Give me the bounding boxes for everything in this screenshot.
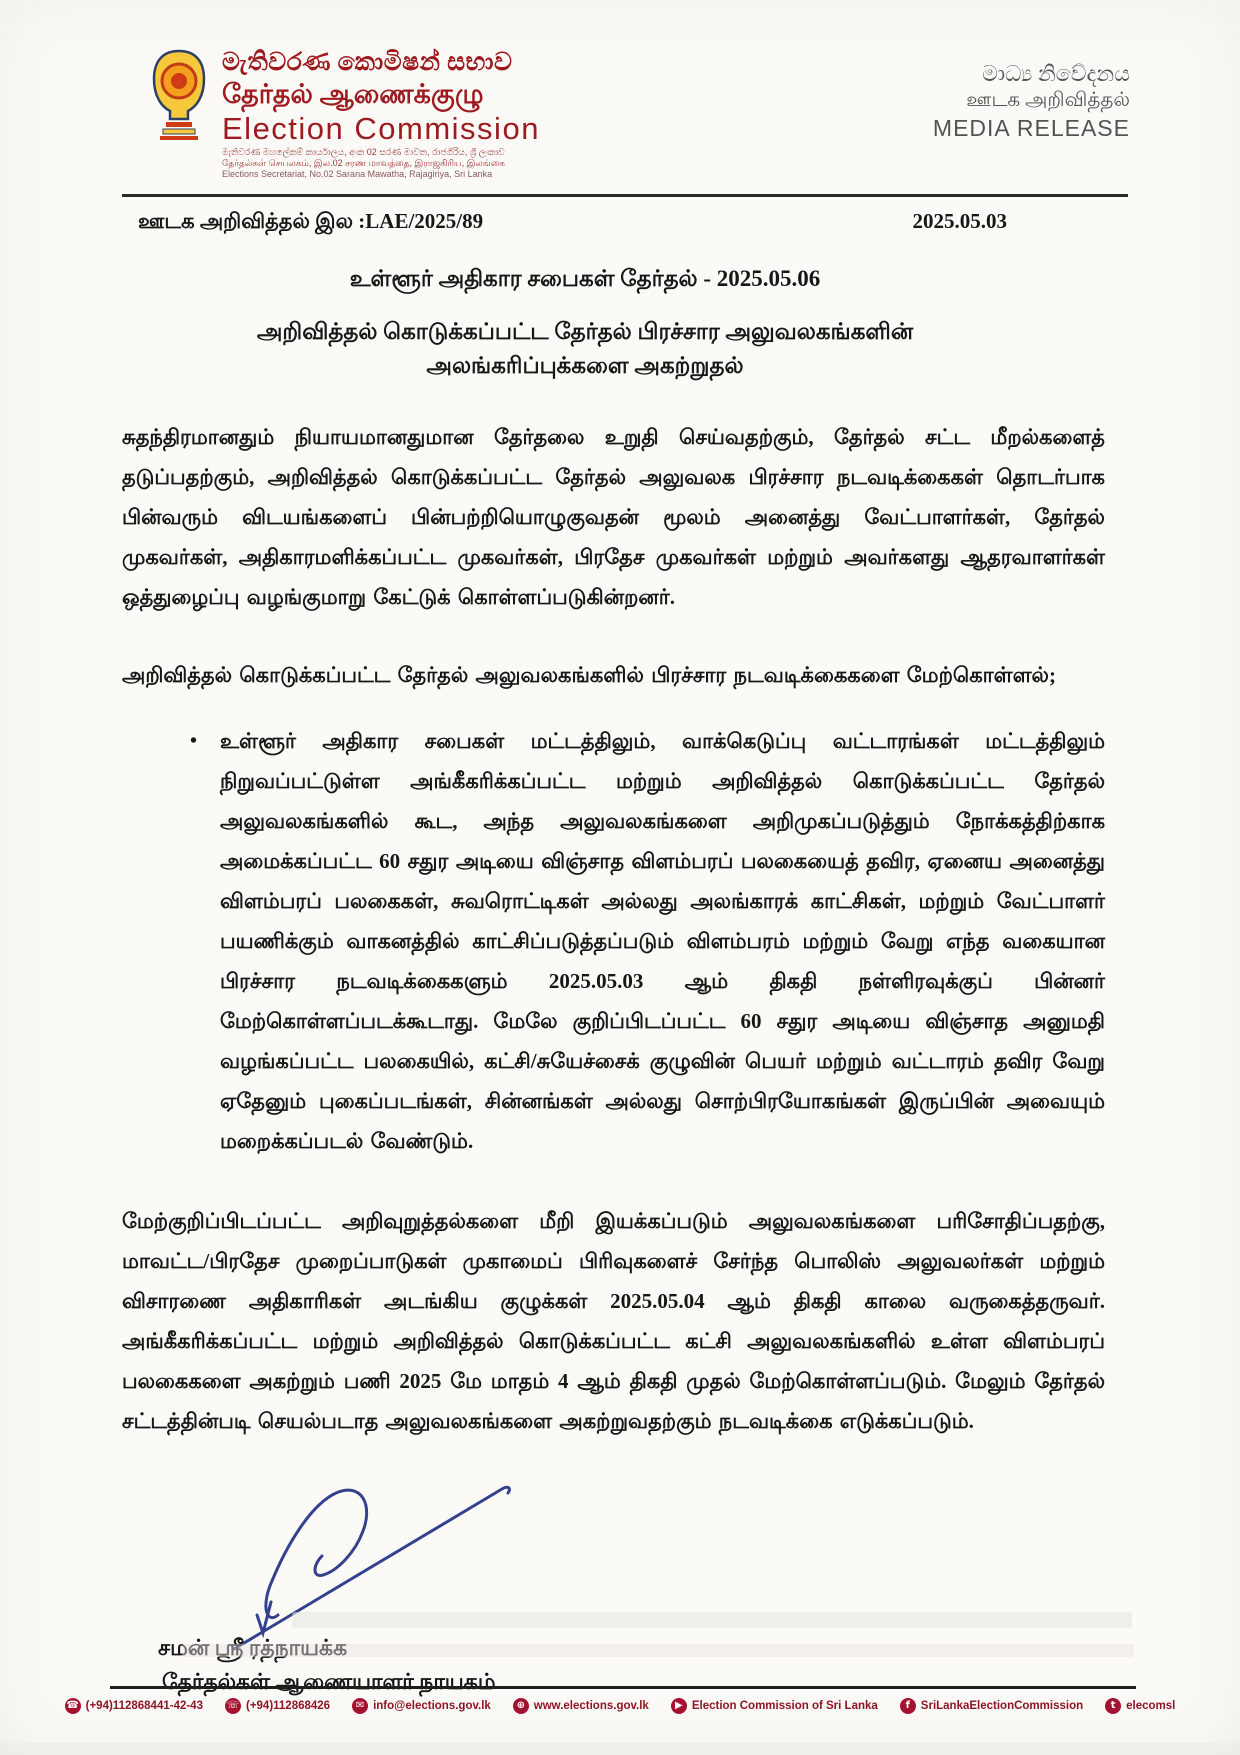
- title-subject-line1: அறிவித்தல் கொடுக்கப்பட்ட தேர்தல் பிரச்சார அலுவலகங்களின்: [256, 319, 914, 344]
- reference-row: [138, 209, 1007, 236]
- org-name-sinhala: මැතිවරණ කොමිෂන් සභාව: [222, 49, 513, 76]
- reference-number: ஊடக அறிவித்தல் இல :LAE/2025/89: [138, 209, 484, 233]
- contact-email: [352, 1698, 491, 1714]
- footer-contacts: [0, 1698, 1240, 1714]
- contact-phone: [65, 1698, 203, 1714]
- handwritten-signature: [216, 1457, 546, 1662]
- election-commission-logo: [148, 48, 210, 142]
- email-icon: ✉: [352, 1698, 368, 1714]
- contact-facebook-text: SriLankaElectionCommission: [920, 1700, 1084, 1712]
- org-name-tamil: தேர்தல் ஆணைக்குழு: [222, 79, 484, 109]
- title-election: உள்ளூர் அதிகார சபைகள் தேர்தல் - 2025.05.06: [349, 266, 821, 291]
- twitter-icon: t: [1105, 1698, 1121, 1714]
- document-footer: [0, 1686, 1240, 1714]
- contact-facebook: [900, 1698, 1083, 1714]
- contact-website-text: www.elections.gov.lk: [533, 1700, 649, 1712]
- document-header: [0, 0, 1240, 180]
- contact-fax-text: (+94)112868426: [245, 1700, 331, 1712]
- header-divider: [122, 194, 1128, 197]
- commission-titles: [222, 48, 540, 180]
- document-title: [25, 266, 1145, 383]
- contact-youtube: [671, 1698, 878, 1714]
- commission-brand: [148, 48, 540, 180]
- youtube-icon: ▶: [671, 1698, 687, 1714]
- paragraph-intro: சுதந்திரமானதும் நியாயமானதுமான தேர்தலை உறுதி செய்வதற்கும், தேர்தல் சட்ட மீறல்களைத் தடுப்பதற்கும், அறிவித்தல் கொடுக்கப்பட்ட தேர்தல் அலுவலக பிரச்சார நடவடிக்கைகள் தொடர்பாக பின்வரும் விடயங்களைப் பின்பற்றியொழுகுவதன் மூலம் அனைத்து வேட்பாளர்கள், தேர்தல் முகவர்கள், அதிகாரமளிக்கப்பட்ட முகவர்கள், பிரதேச முகவர்கள் மற்றும் அவர்களது ஆதரவாளர்கள் ஒத்துழைப்பு வழங்குமாறு கேட்டுக் கொள்ளப்படுகின்றனர்.: [122, 425, 1105, 609]
- media-release-sinhala: මාධ්‍ය නිවේදනය: [982, 61, 1130, 86]
- media-release-english: MEDIA RELEASE: [932, 115, 1130, 141]
- contact-email-text: info@elections.gov.lk: [373, 1700, 491, 1712]
- facebook-icon: f: [900, 1698, 916, 1714]
- release-date: 2025.05.03: [912, 209, 1007, 233]
- media-release-tamil: ஊடக அறிவித்தல்: [966, 89, 1130, 111]
- globe-icon: ⊕: [513, 1698, 529, 1714]
- paragraph-enforcement: மேற்குறிப்பிடப்பட்ட அறிவுறுத்தல்களை மீறி இயக்கப்படும் அலுவலகங்களை பரிசோதிப்பதற்கு, மாவட்ட/பிரதேச முறைப்பாடுகள் முகாமைப் பிரிவுகளைச் சேர்ந்த பொலிஸ் அலுவலர்கள் மற்றும் விசாரணை அதிகாரிகள் அடங்கிய குழுக்கள் 2025.05.04 ஆம் திகதி காலை வருகைத்தருவர். அங்கீகரிக்கப்பட்ட மற்றும் அறிவித்தல் கொடுக்கப்பட்ட கட்சி அலுவலகங்களில் உள்ள விளம்பரப் பலகைகளை அகற்றும் பணி 2025 மே மாதம் 4 ஆம் திகதி முதல் மேற்கொள்ளப்படும். மேலும் தேர்தல் சட்டத்தின்படி செயல்படாத அலுவலகங்களை அகற்றுவதற்கும் நடவடிக்கை எடுக்கப்படும்.: [122, 1209, 1105, 1433]
- scan-artifact: [182, 1644, 1134, 1657]
- address-english: Elections Secretariat, No.02 Sarana Mawatha, Rajagiriya, Sri Lanka: [222, 169, 493, 179]
- media-release-block: [933, 48, 1130, 180]
- bullet-text: உள்ளூர் அதிகார சபைகள் மட்டத்திலும், வாக்கெடுப்பு வட்டாரங்கள் மட்டத்திலும் நிறுவப்பட்டுள்ள அங்கீகரிக்கப்பட்ட மற்றும் அறிவித்தல் கொடுக்கப்பட்ட தேர்தல் அலுவலகங்களில் கூட, அந்த அலுவலகங்களை அறிமுகப்படுத்தும் நோக்கத்திற்காக அமைக்கப்பட்ட 60 சதுர அடியை விஞ்சாத விளம்பரப் பலகையைத் தவிர, ஏனைய அனைத்து விளம்பரப் பலகைகள், சுவரொட்டிகள் அல்லது அலங்காரக் காட்சிகள், மற்றும் வேட்பாளர் பயணிக்கும் வாகனத்தில் காட்சிப்படுத்தப்படும் விளம்பரம் மற்றும் வேறு எந்த வகையான பிரச்சார நடவடிக்கைகளும் 2025.05.03 ஆம் திகதி நள்ளிரவுக்குப் பின்னர் மேற்கொள்ளப்படக்கூடாது. மேலே குறிப்பிடப்பட்ட 60 சதுர அடியை விஞ்சாத அனுமதி வழங்கப்பட்ட பலகையில், கட்சி/சுயேச்சைக் குழுவின் பெயர் மற்றும் வட்டாரம் தவிர வேறு ஏதேனும் புகைப்படங்கள், சின்னங்கள் அல்லது சொற்பிரயோகங்கள் இருப்பின் அவையும் மறைக்கப்படல் வேண்டும்.: [220, 729, 1105, 1153]
- contact-website: [513, 1698, 649, 1714]
- contact-fax: [225, 1698, 330, 1714]
- fax-icon: ☏: [225, 1698, 241, 1714]
- bullet-icon: •: [190, 730, 198, 752]
- contact-twitter-text: elecomsl: [1126, 1700, 1176, 1712]
- bullet-item: [190, 721, 1105, 1161]
- contact-youtube-text: Election Commission of Sri Lanka: [691, 1700, 878, 1712]
- signature-block: [158, 1455, 1240, 1710]
- address-tamil: தேர்தல்கள் செயலகம், இல.02 சரண மாவத்தை, இராஜகிரிய, இலங்கை: [222, 158, 506, 168]
- footer-divider: [110, 1686, 1136, 1689]
- phone-icon: ☎: [65, 1698, 81, 1714]
- title-subject-line2: அலங்கரிப்புக்களை அகற்றுதல்: [426, 353, 744, 378]
- org-name-english: Election Commission: [222, 111, 540, 146]
- address-sinhala: මැතිවරණ මහලේකම් කාර්යාලය, අංක 02 සරණ මාවත, රාජගිරිය, ශ්‍රී ලංකාව: [222, 147, 505, 157]
- contact-twitter: [1105, 1698, 1175, 1714]
- scan-artifact: [292, 1612, 1132, 1628]
- paragraph-lead-in: அறிவித்தல் கொடுக்கப்பட்ட தேர்தல் அலுவலகங்களில் பிரச்சார நடவடிக்கைகளை மேற்கொள்ளல்;: [122, 663, 1056, 687]
- signatory-title: தேர்தல்கள் ஆணையாளர் நாயகம்: [162, 1669, 496, 1694]
- contact-phone-text: (+94)112868441-42-43: [85, 1700, 203, 1712]
- scan-artifact: [0, 1743, 1240, 1755]
- signatory-name: சமன் ஸ்ரீ ரத்நாயக்க: [158, 1635, 348, 1660]
